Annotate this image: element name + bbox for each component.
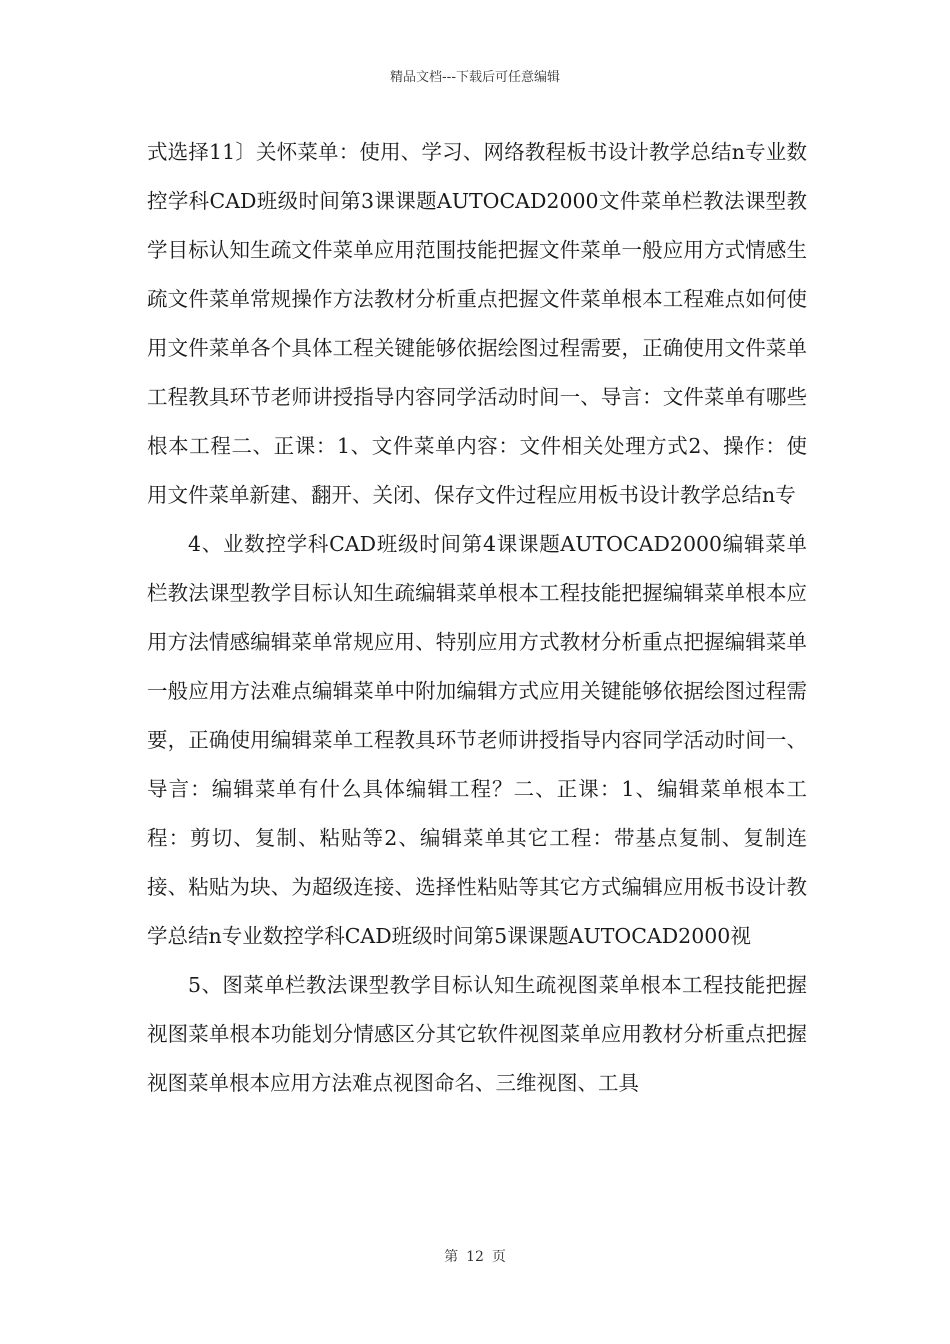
page-footer	[0, 1246, 950, 1266]
paragraph-2: 4、业数控学科CAD班级时间第4课课题AUTOCAD2000编辑菜单栏教法课型教学目标认知生疏编辑菜单根本工程技能把握编辑菜单根本应用方法情感编辑菜单常规应用、特别应用方式教材分析重点把握编辑菜单一般应用方法难点编辑菜单中附加编辑方式应用关键能够依据绘图过程需要，正确使用编辑菜单工程教具环节老师讲授指导内容同学活动时间一、导言：编辑菜单有什么具体编辑工程？二、正课：1、编辑菜单根本工程：剪切、复制、粘贴等2、编辑菜单其它工程：带基点复制、复制连接、粘贴为块、为超级连接、选择性粘贴等其它方式编辑应用板书设计教学总结n专业数控学科CAD班级时间第5课课题AUTOCAD2000视	[147, 532, 807, 948]
page-number-suffix: 页	[491, 1249, 506, 1265]
page-number-prefix: 第	[444, 1249, 459, 1265]
page-number: 12	[466, 1249, 484, 1265]
document-body	[147, 128, 807, 1108]
paragraph-1: 式选择11〕关怀菜单：使用、学习、网络教程板书设计教学总结n专业数控学科CAD班级时间第3课课题AUTOCAD2000文件菜单栏教法课型教学目标认知生疏文件菜单应用范围技能把握文件菜单一般应用方式情感生疏文件菜单常规操作方法教材分析重点把握文件菜单根本工程难点如何使用文件菜单各个具体工程关键能够依据绘图过程需要，正确使用文件菜单工程教具环节老师讲授指导内容同学活动时间一、导言：文件菜单有哪些根本工程二、正课：1、文件菜单内容：文件相关处理方式2、操作：使用文件菜单新建、翻开、关闭、保存文件过程应用板书设计教学总结n专	[147, 140, 807, 507]
page-header: 精品文档---下载后可任意编辑	[389, 70, 561, 85]
paragraph-3: 5、图菜单栏教法课型教学目标认知生疏视图菜单根本工程技能把握视图菜单根本功能划分情感区分其它软件视图菜单应用教材分析重点把握视图菜单根本应用方法难点视图命名、三维视图、工具	[147, 973, 807, 1095]
